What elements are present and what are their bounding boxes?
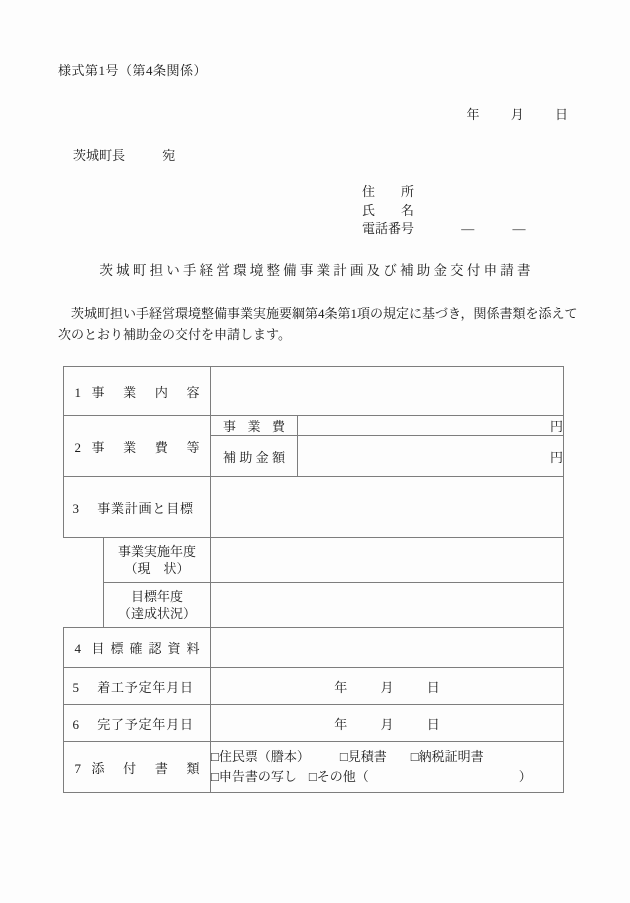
row3-sub2-label-cell [104, 583, 211, 628]
phone-dash-2: — [512, 221, 526, 236]
row2-sub1-value-cell[interactable] [298, 416, 564, 436]
row3-label-cell [64, 477, 211, 538]
row4-number: 4 [74, 641, 81, 656]
row5-value-cell[interactable] [211, 668, 564, 705]
row3-sub2-value-cell[interactable] [211, 583, 564, 628]
row2-sub2-label-cell [211, 436, 298, 477]
table-row-business-content [64, 367, 564, 416]
row6-label-cell [64, 705, 211, 742]
row3-sub1-label-cell [104, 538, 211, 583]
table-row-completion-date [64, 705, 564, 742]
applicant-name-label: 氏 名 [362, 202, 415, 218]
row5-label: 着工予定年月日 [97, 679, 194, 695]
addressee-office: 茨城町長 [73, 148, 126, 163]
row1-value-cell[interactable] [211, 367, 564, 416]
row3-indent-spacer-1 [64, 538, 104, 583]
row6-label: 完了予定年月日 [97, 716, 194, 732]
row2-sub1-unit: 円 [549, 419, 563, 434]
row3-sub2-line1: 目標年度 [130, 589, 183, 604]
table-row-implementation-year [64, 538, 564, 583]
row1-number: 1 [74, 384, 81, 400]
date-year-label: 年 [466, 107, 480, 122]
row1-label-cell [64, 367, 211, 416]
date-day-label: 日 [554, 107, 568, 122]
row2-label: 事業費等 [91, 439, 200, 455]
row4-value-cell[interactable] [211, 628, 564, 668]
applicant-block [362, 183, 526, 239]
phone-dash-1: — [461, 221, 475, 236]
row6-number: 6 [72, 716, 79, 732]
row7-value-cell [211, 742, 564, 793]
application-form-table [63, 366, 564, 793]
attachment-line-1 [211, 747, 563, 767]
row7-number: 7 [74, 760, 81, 776]
table-row-business-cost [64, 416, 564, 436]
row2-sub2-unit: 円 [549, 449, 563, 465]
row6-day-label: 日 [426, 716, 440, 732]
applicant-phone-row [362, 220, 526, 239]
date-month-label: 月 [510, 107, 524, 122]
document-title: 茨城町担い手経営環境整備事業計画及び補助金交付申請書 [99, 263, 534, 278]
date-line [0, 104, 568, 123]
table-row-goal-verification [64, 628, 564, 668]
applicant-name-row [362, 202, 526, 221]
attachment-label-2: 見積書 [347, 749, 387, 764]
row5-month-label: 月 [380, 679, 394, 695]
row6-value-cell[interactable] [211, 705, 564, 742]
row2-sub2-value-cell[interactable] [298, 436, 564, 477]
checkbox-tax-certificate[interactable]: □ [410, 749, 419, 764]
applicant-phone-label: 電話番号 [362, 221, 415, 236]
row3-sub1-value-cell[interactable] [211, 538, 564, 583]
row7-label-cell [64, 742, 211, 793]
attachment-label-1: 住民票（謄本） [218, 749, 310, 764]
row2-sub1-label-cell [211, 416, 298, 436]
row6-year-label: 年 [334, 716, 348, 732]
row5-number: 5 [72, 679, 79, 695]
row7-label: 添付書類 [91, 760, 200, 776]
row4-label: 目標確認資料 [91, 641, 200, 656]
row3-indent-spacer-2 [64, 583, 104, 628]
row4-label-cell [64, 628, 211, 668]
attachment-label-3: 納税証明書 [418, 749, 484, 764]
checkbox-other[interactable]: □ [308, 769, 317, 784]
row3-number: 3 [72, 500, 79, 516]
row2-label-cell [64, 416, 211, 477]
table-row-attachments [64, 742, 564, 793]
applicant-address-label: 住 所 [362, 184, 415, 199]
attachment-line-2 [211, 767, 563, 787]
row1-label: 事業内容 [91, 384, 200, 400]
row5-day-label: 日 [426, 679, 440, 695]
checkbox-tax-return-copy[interactable]: □ [211, 769, 219, 784]
attachment-label-5-close: ） [518, 769, 532, 784]
row3-sub1-line1: 事業実施年度 [117, 544, 196, 559]
checkbox-estimate[interactable]: □ [339, 749, 348, 764]
row2-number: 2 [74, 439, 81, 455]
addressee-honorific: 宛 [162, 148, 176, 163]
applicant-address-row [362, 183, 526, 202]
table-row-plan-and-goal [64, 477, 564, 538]
row2-sub2-label: 補助金額 [223, 449, 285, 465]
body-paragraph: 茨城町担い手経営環境整備事業実施要綱第4条第1項の規定に基づき，関係書類を添えて次のとおり補助金の交付を申請します。 [58, 306, 578, 342]
checkbox-residence-certificate[interactable]: □ [211, 749, 219, 764]
attachment-label-5: その他（ [316, 769, 369, 784]
row5-label-cell [64, 668, 211, 705]
row3-sub2-line2: （達成状況） [117, 606, 196, 621]
attachment-label-4: 申告書の写し [218, 769, 297, 784]
row2-sub1-label: 事業費 [223, 419, 285, 434]
row6-month-label: 月 [380, 716, 394, 732]
row3-value-cell[interactable] [211, 477, 564, 538]
table-row-target-year [64, 583, 564, 628]
form-number: 様式第1号（第4条関係） [58, 63, 208, 78]
addressee [73, 145, 175, 164]
row3-label: 事業計画と目標 [97, 500, 194, 516]
row5-year-label: 年 [334, 679, 348, 695]
table-row-start-date [64, 668, 564, 705]
row3-sub1-line2: （現 状） [124, 561, 190, 576]
